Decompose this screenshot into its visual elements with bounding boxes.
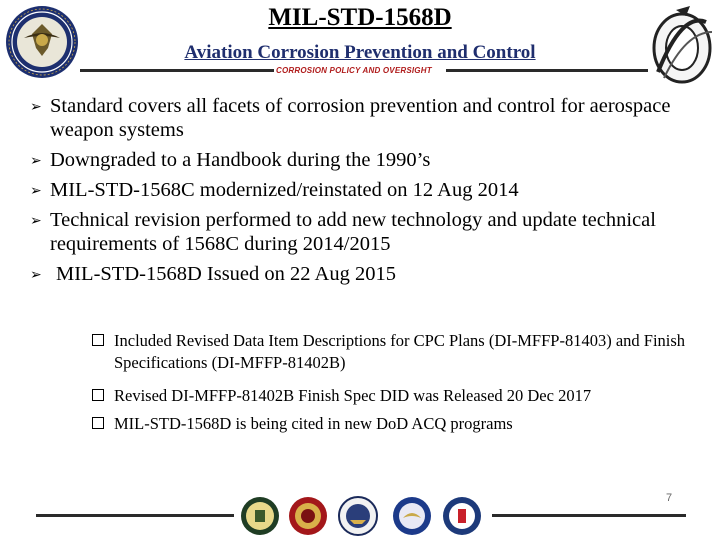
navy-seal-icon: [338, 496, 378, 536]
sub-bullet-item: [92, 413, 702, 435]
coast-guard-seal-icon: [442, 496, 482, 536]
arrow-bullet-icon: ➢: [30, 154, 42, 169]
footer-rule-right: [492, 514, 686, 517]
bullet-item: [30, 94, 710, 142]
air-force-seal-icon: [392, 496, 432, 536]
sub-bullet-item: [92, 330, 702, 374]
bullet-item: [30, 262, 710, 286]
main-bullet-list: [30, 94, 710, 292]
banner-text: CORROSION POLICY AND OVERSIGHT: [276, 66, 432, 75]
footer-rule-left: [36, 514, 234, 517]
checkbox-bullet-icon: [92, 417, 104, 429]
army-seal-icon: [240, 496, 280, 536]
arrow-bullet-icon: ➢: [30, 184, 42, 199]
page-number: 7: [666, 492, 673, 504]
sub-bullet-text: Revised DI-MFFP-81402B Finish Spec DID was Released 20 Dec 2017: [114, 386, 592, 405]
marine-corps-seal-icon: [288, 496, 328, 536]
bullet-text: MIL-STD-1568C modernized/reinstated on 12 Aug 2014: [50, 179, 519, 201]
bullet-text: Technical revision performed to add new technology and update technical requirements of 1568C during 2014/2015: [50, 209, 656, 255]
bullet-item: [30, 178, 710, 202]
checkbox-bullet-icon: [92, 389, 104, 401]
bullet-text: Downgraded to a Handbook during the 1990’s: [50, 149, 431, 171]
arrow-bullet-icon: ➢: [30, 214, 42, 229]
arrow-bullet-icon: ➢: [30, 268, 42, 283]
bullet-text: MIL-STD-1568D Issued on 22 Aug 2015: [56, 263, 396, 285]
bullet-item: [30, 148, 710, 172]
checkbox-bullet-icon: [92, 334, 104, 346]
bullet-item: [30, 208, 710, 256]
sub-bullet-text: Included Revised Data Item Descriptions for CPC Plans (DI-MFFP-81403) and Finish Specifications (DI-MFFP-81402B): [114, 331, 686, 372]
slide-title: MIL-STD-1568D: [268, 4, 452, 31]
sub-bullet-list: [92, 330, 702, 446]
header-rule-left: [80, 69, 274, 72]
arrow-bullet-icon: ➢: [30, 100, 42, 115]
sub-bullet-item: [92, 385, 702, 407]
header-rule-right: [446, 69, 648, 72]
bullet-text: Standard covers all facets of corrosion prevention and control for aerospace weapon systems: [50, 95, 671, 141]
slide-subtitle: Aviation Corrosion Prevention and Control: [184, 42, 536, 63]
sub-bullet-text: MIL-STD-1568D is being cited in new DoD ACQ programs: [114, 414, 513, 433]
